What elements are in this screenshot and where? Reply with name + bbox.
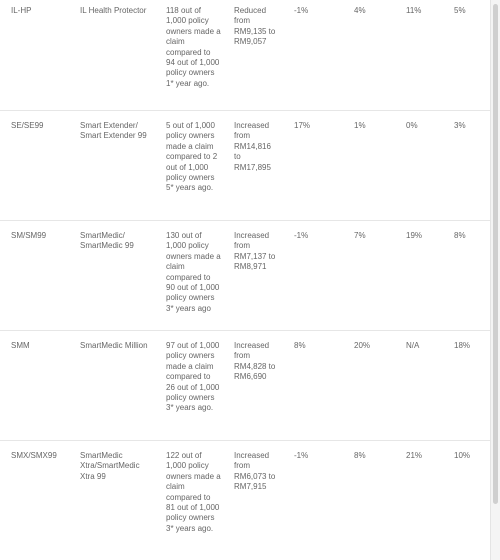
claims-cell: 97 out of 1,000 policy owners made a claim compared to 26 out of 1,000 policy owners 3* years ago. [155,331,223,441]
percent-cell: 19% [392,221,448,331]
plan-name-cell: IL Health Protector [70,0,155,111]
plan-name-cell: SmartMedic Million [70,331,155,441]
plan-code-cell: SMM [0,331,70,441]
plan-name-cell: Smart Extender/ Smart Extender 99 [70,111,155,221]
plan-name-cell: SmartMedic Xtra/SmartMedic Xtra 99 [80,451,140,481]
percent-cell: 7% [340,221,392,331]
percent-cell: 20% [340,331,392,441]
percent-cell: 3% [448,111,490,221]
percent-cell: -1% [294,451,309,460]
premium-change-cell: Increased from RM6,073 to RM7,915 [234,451,276,492]
percent-cell: 18% [448,331,490,441]
percent-cell: 1% [340,111,392,221]
table-row [0,111,490,221]
percent-cell: 11% [392,0,448,111]
plan-code-cell: IL-HP [0,0,70,111]
premium-change-cell: Reduced from RM9,135 to RM9,057 [223,0,280,111]
percent-cell: 8% [354,451,366,460]
premium-change-cell: Increased from RM14,816 to RM17,895 [223,111,280,221]
table-row [0,0,490,111]
premium-change-cell: Increased from RM7,137 to RM8,971 [223,221,280,331]
table-row [0,331,490,441]
percent-cell: 0% [392,111,448,221]
vertical-scrollbar[interactable] [490,0,500,560]
percent-cell: 8% [448,221,490,331]
percent-cell: -1% [280,0,340,111]
percent-cell: 17% [280,111,340,221]
premium-change-cell: Increased from RM4,828 to RM6,690 [223,331,280,441]
percent-cell: 8% [280,331,340,441]
plan-code-cell: SM/SM99 [0,221,70,331]
claims-cell: 118 out of 1,000 policy owners made a claim compared to 94 out of 1,000 policy owners 1* year ago. [155,0,223,111]
claims-cell: 130 out of 1,000 policy owners made a claim compared to 90 out of 1,000 policy owners 3* years ago [155,221,223,331]
table-row [0,441,490,560]
percent-cell: 4% [340,0,392,111]
percent-cell: N/A [392,331,448,441]
plan-code-cell: SE/SE99 [0,111,70,221]
percent-cell: 5% [448,0,490,111]
table-row [0,221,490,331]
claims-cell: 122 out of 1,000 policy owners made a claim compared to 81 out of 1,000 policy owners 3* years ago. [166,451,221,533]
percent-cell: 10% [454,451,471,460]
percent-cell: 21% [406,451,423,460]
scrollbar-thumb[interactable] [493,4,498,504]
plan-name-cell: SmartMedic/ SmartMedic 99 [70,221,155,331]
plan-code-cell: SMX/SMX99 [11,451,57,460]
percent-cell: -1% [280,221,340,331]
claims-cell: 5 out of 1,000 policy owners made a claim compared to 2 out of 1,000 policy owners 5* years ago. [155,111,223,221]
